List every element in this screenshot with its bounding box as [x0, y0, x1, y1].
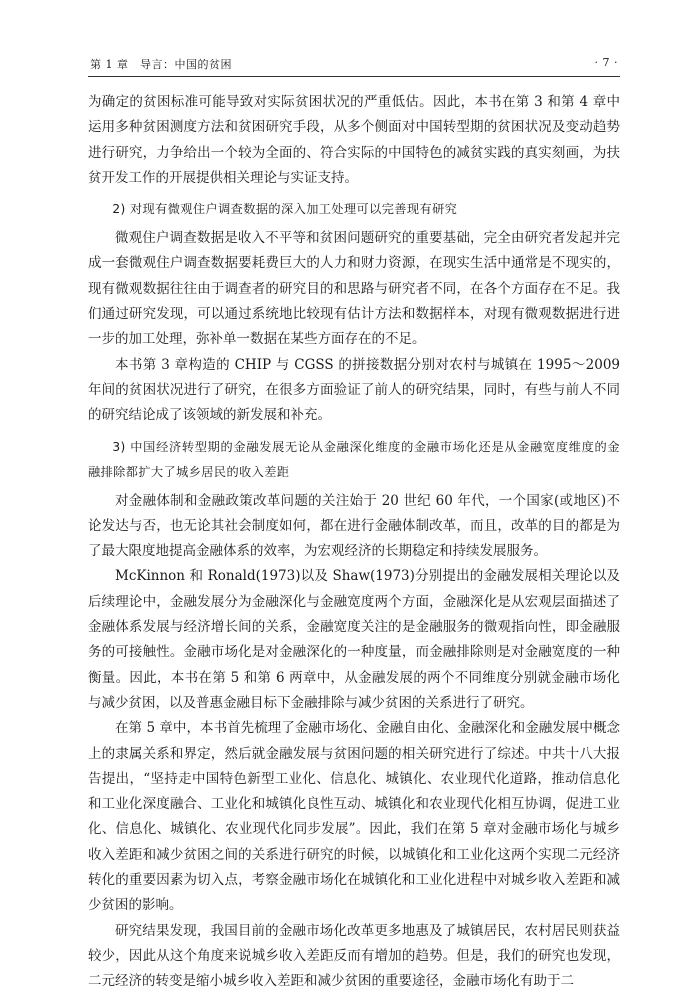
section-heading: 2) 对现有微观住户调查数据的深入加工处理可以完善现有研究 — [112, 202, 458, 217]
paragraph: 研究结果发现，我国目前的金融市场化改革更多地惠及了城镇居民，农村居民则获益较少，因此从这个角度来说城乡收入差距反而有增加的趋势。但是，我们的研究也发现，二元经济的转变是缩小城乡收入差距和减少贫困的重要途径，金融市场化有助于二 — [88, 922, 620, 990]
section-heading: 3) 中国经济转型期的金融发展无论从金融深化维度的金融市场化还是从金融宽度维度的金融排除都扩大了城乡居民的收入差距 — [88, 439, 620, 479]
paragraph: 在第 5 章中，本书首先梳理了金融市场化、金融自由化、金融深化和金融发展中概念上的隶属关系和界定，然后就金融发展与贫困问题的相关研究进行了综述。中共十八大报告提出，“坚持走中国特色新型工业化、信息化、城镇化、农业现代化道路，推动信息化和工业化深度融合、工业化和城镇化良性互动、城镇化和农业现代化相互协调，促进工业化、信息化、城镇化、农业现代化同步发展”。因此，我们在第 5 章对金融市场化与城乡收入差距和减少贫困之间的关系进行研究的时候，以城镇化和工业化这两个实现二元经济转化的重要因素为切入点，考察金融市场化在城镇化和工业化进程中对城乡收入差距和减少贫困的影响。 — [88, 720, 620, 914]
header-rule — [88, 76, 620, 77]
page-number: · 7 · — [594, 56, 618, 69]
paragraph: 微观住户调查数据是收入不平等和贫困问题研究的重要基础，完全由研究者发起并完成一套微观住户调查数据要耗费巨大的人力和财力资源，在现实生活中通常是不现实的，现有微观数据往往由于调查者的研究目的和思路与研究者不同，在各个方面存在不足。我们通过研究发现，可以通过系统地比较现有估计方法和数据样本，对现有微观数据进行进一步的加工处理，弥补单一数据在某些方面存在的不足。 — [88, 230, 620, 348]
body-text — [88, 90, 620, 995]
paragraph: 本书第 3 章构造的 CHIP 与 CGSS 的拼接数据分别对农村与城镇在 1995～2009 年间的贫困状况进行了研究，在很多方面验证了前人的研究结果，同时，有些与前人不同的研究结论成了该领域的新发展和补充。 — [88, 356, 620, 424]
paragraph: 对金融体制和金融政策改革问题的关注始于 20 世纪 60 年代，一个国家(或地区)不论发达与否，也无论其社会制度如何，都在进行金融体制改革，而且，改革的目的都是为了最大限度地提高金融体系的效率，为宏观经济的长期稳定和持续发展服务。 — [88, 492, 620, 560]
running-header — [90, 54, 618, 74]
paragraph: McKinnon 和 Ronald(1973)以及 Shaw(1973)分别提出的金融发展相关理论以及后续理论中，金融发展分为金融深化与金融宽度两个方面，金融深化是从宏观层面描述了金融体系发展与经济增长间的关系，金融宽度关注的是金融服务的微观指向性，即金融服务的可接触性。金融市场化是对金融深化的一种度量，而金融排除则是对金融宽度的一种衡量。因此，本书在第 5 和第 6 两章中，从金融发展的两个不同维度分别就金融市场化与减少贫困，以及普惠金融目标下金融排除与减少贫困的关系进行了研究。 — [88, 568, 620, 711]
chapter-title: 第 1 章 导言：中国的贫困 — [90, 58, 232, 71]
paragraph: 为确定的贫困标准可能导致对实际贫困状况的严重低估。因此，本书在第 3 和第 4 章中运用多种贫困测度方法和贫困研究手段，从多个侧面对中国转型期的贫困状况及变动趋势进行研究，力争给出一个较为全面的、符合实际的中国特色的减贫实践的真实刻画，为扶贫开发工作的开展提供相关理论与实证支持。 — [88, 94, 620, 186]
